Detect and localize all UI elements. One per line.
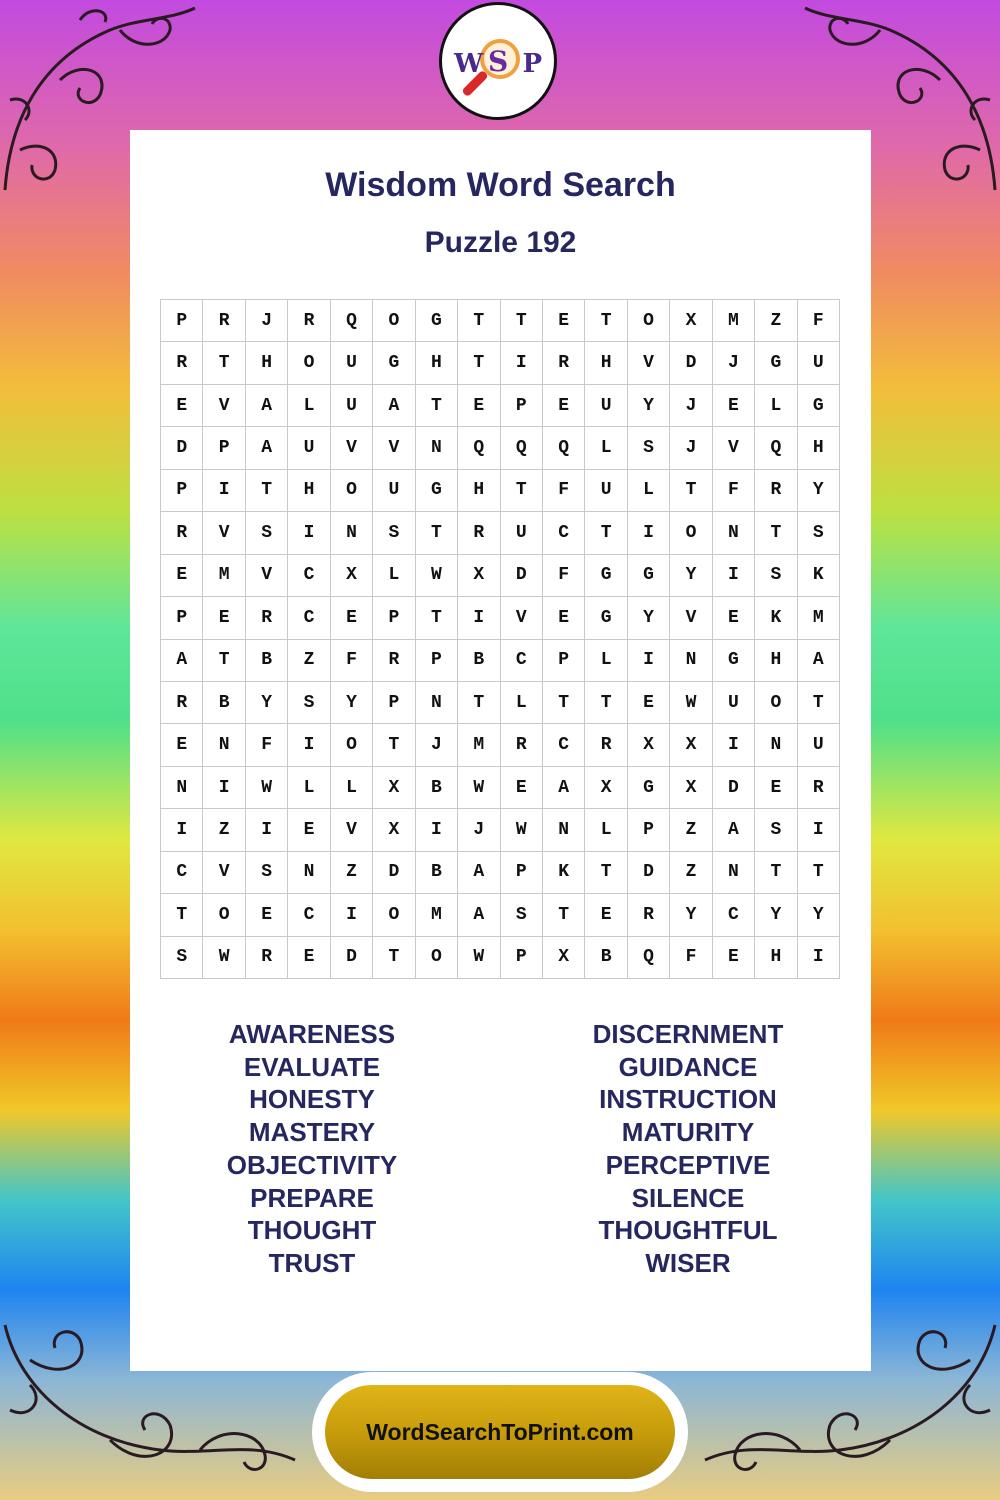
grid-cell[interactable]: I	[288, 724, 330, 766]
grid-cell[interactable]: H	[585, 342, 627, 384]
puzzle-number: Puzzle 192	[424, 226, 577, 259]
grid-cell[interactable]: Y	[798, 470, 840, 512]
grid-cell[interactable]: I	[798, 937, 840, 979]
grid-cell[interactable]: D	[713, 767, 755, 809]
footer-site-name: WordSearchToPrint.com	[366, 1418, 634, 1445]
grid-cell[interactable]: P	[161, 470, 203, 512]
word-list-item: DISCERNMENT	[592, 1019, 784, 1049]
grid-cell[interactable]: O	[373, 894, 415, 936]
grid-cell[interactable]: D	[628, 852, 670, 894]
grid-cell[interactable]: U	[713, 682, 755, 724]
grid-cell[interactable]: Z	[670, 852, 712, 894]
grid-cell[interactable]: F	[246, 724, 288, 766]
grid-cell[interactable]: O	[416, 937, 458, 979]
grid-cell[interactable]: A	[246, 427, 288, 469]
grid-cell[interactable]: T	[543, 682, 585, 724]
grid-cell[interactable]: B	[585, 937, 627, 979]
grid-cell[interactable]: W	[203, 937, 245, 979]
grid-cell[interactable]: T	[501, 470, 543, 512]
grid-cell[interactable]: F	[713, 470, 755, 512]
word-list-item: THOUGHTFUL	[598, 1215, 778, 1246]
grid-cell[interactable]: I	[501, 342, 543, 384]
grid-cell[interactable]: T	[246, 470, 288, 512]
word-list-item: OBJECTIVITY	[226, 1149, 398, 1180]
grid-cell[interactable]: R	[755, 470, 797, 512]
grid-cell[interactable]: T	[416, 597, 458, 639]
grid-cell[interactable]: I	[288, 512, 330, 554]
grid-cell[interactable]: A	[458, 894, 500, 936]
grid-cell[interactable]: K	[798, 555, 840, 597]
grid-cell[interactable]: B	[246, 640, 288, 682]
grid-cell[interactable]: L	[331, 767, 373, 809]
grid-cell[interactable]: S	[373, 512, 415, 554]
grid-cell[interactable]: G	[416, 300, 458, 342]
grid-cell[interactable]: R	[501, 724, 543, 766]
word-list-item: AWARENESS	[228, 1019, 396, 1049]
grid-cell[interactable]: V	[373, 427, 415, 469]
grid-cell[interactable]: T	[670, 470, 712, 512]
grid-cell[interactable]: I	[161, 809, 203, 851]
grid-cell[interactable]: P	[501, 937, 543, 979]
word-list-item: SILENCE	[631, 1182, 745, 1213]
grid-cell[interactable]: T	[585, 852, 627, 894]
grid-cell[interactable]: Q	[755, 427, 797, 469]
word-list-item: INSTRUCTION	[599, 1084, 777, 1115]
grid-cell[interactable]: T	[755, 852, 797, 894]
grid-cell[interactable]: E	[161, 385, 203, 427]
grid-cell[interactable]: P	[161, 597, 203, 639]
grid-cell[interactable]: N	[416, 427, 458, 469]
grid-cell[interactable]: M	[713, 300, 755, 342]
grid-cell[interactable]: G	[373, 342, 415, 384]
grid-cell[interactable]: B	[203, 682, 245, 724]
grid-cell[interactable]: W	[501, 809, 543, 851]
grid-cell[interactable]: X	[628, 724, 670, 766]
grid-cell[interactable]: M	[416, 894, 458, 936]
grid-cell[interactable]: T	[585, 512, 627, 554]
grid-cell[interactable]: G	[585, 555, 627, 597]
word-list-left	[162, 1018, 462, 1280]
grid-cell[interactable]: Z	[331, 852, 373, 894]
grid-cell[interactable]: F	[543, 555, 585, 597]
grid-cell[interactable]: B	[416, 852, 458, 894]
grid-cell[interactable]: A	[373, 385, 415, 427]
grid-cell[interactable]: C	[161, 852, 203, 894]
grid-cell[interactable]: U	[331, 342, 373, 384]
grid-cell[interactable]: R	[161, 682, 203, 724]
grid-cell[interactable]: E	[755, 767, 797, 809]
grid-cell[interactable]: X	[331, 555, 373, 597]
word-list-item: MASTERY	[248, 1117, 376, 1148]
grid-cell[interactable]: W	[670, 682, 712, 724]
grid-cell[interactable]: D	[670, 342, 712, 384]
grid-cell[interactable]: E	[585, 894, 627, 936]
grid-cell[interactable]: L	[501, 682, 543, 724]
grid-cell[interactable]: T	[585, 682, 627, 724]
grid-cell[interactable]: G	[713, 640, 755, 682]
grid-cell[interactable]: P	[161, 300, 203, 342]
grid-cell[interactable]: V	[713, 427, 755, 469]
word-list-item: MATURITY	[621, 1117, 755, 1148]
grid-cell[interactable]: V	[203, 852, 245, 894]
grid-cell[interactable]: G	[798, 385, 840, 427]
grid-cell[interactable]: X	[373, 809, 415, 851]
grid-cell[interactable]: R	[246, 937, 288, 979]
grid-cell[interactable]: N	[543, 809, 585, 851]
grid-cell[interactable]: R	[288, 300, 330, 342]
grid-cell[interactable]: R	[585, 724, 627, 766]
grid-cell[interactable]: X	[670, 724, 712, 766]
grid-cell[interactable]: Y	[331, 682, 373, 724]
grid-cell[interactable]: R	[628, 894, 670, 936]
grid-cell[interactable]: L	[755, 385, 797, 427]
grid-cell[interactable]: J	[670, 385, 712, 427]
grid-cell[interactable]: N	[713, 852, 755, 894]
grid-cell[interactable]: Y	[628, 597, 670, 639]
grid-cell[interactable]: I	[713, 724, 755, 766]
grid-cell[interactable]: H	[798, 427, 840, 469]
grid-cell[interactable]: G	[416, 470, 458, 512]
grid-cell[interactable]: H	[458, 470, 500, 512]
grid-cell[interactable]: L	[373, 555, 415, 597]
grid-cell[interactable]: J	[458, 809, 500, 851]
grid-cell[interactable]: R	[161, 512, 203, 554]
grid-cell[interactable]: E	[543, 300, 585, 342]
grid-cell[interactable]: P	[416, 640, 458, 682]
word-list-item: WISER	[645, 1247, 731, 1278]
grid-cell[interactable]: T	[161, 894, 203, 936]
grid-cell[interactable]: W	[416, 555, 458, 597]
grid-cell[interactable]: G	[585, 597, 627, 639]
letter-grid	[160, 299, 840, 979]
grid-cell[interactable]: V	[246, 555, 288, 597]
grid-cell[interactable]: V	[203, 512, 245, 554]
grid-cell[interactable]: S	[288, 682, 330, 724]
grid-cell[interactable]: C	[501, 640, 543, 682]
grid-cell[interactable]: K	[543, 852, 585, 894]
grid-cell[interactable]: T	[416, 385, 458, 427]
word-list-item: HONESTY	[249, 1084, 375, 1115]
grid-cell[interactable]: E	[288, 937, 330, 979]
grid-cell[interactable]: E	[628, 682, 670, 724]
grid-cell[interactable]: C	[543, 724, 585, 766]
grid-cell[interactable]: P	[203, 427, 245, 469]
grid-cell[interactable]: D	[331, 937, 373, 979]
grid-cell[interactable]: M	[798, 597, 840, 639]
grid-cell[interactable]: I	[416, 809, 458, 851]
grid-cell[interactable]: L	[628, 470, 670, 512]
grid-cell[interactable]: W	[246, 767, 288, 809]
grid-cell[interactable]: M	[203, 555, 245, 597]
grid-cell[interactable]: E	[458, 385, 500, 427]
grid-cell[interactable]: R	[203, 300, 245, 342]
grid-cell[interactable]: S	[755, 555, 797, 597]
grid-cell[interactable]: Q	[331, 300, 373, 342]
grid-cell[interactable]: T	[543, 894, 585, 936]
grid-cell[interactable]: N	[670, 640, 712, 682]
grid-cell[interactable]: E	[713, 937, 755, 979]
grid-cell[interactable]: E	[203, 597, 245, 639]
grid-cell[interactable]: E	[246, 894, 288, 936]
grid-cell[interactable]: H	[755, 937, 797, 979]
grid-cell[interactable]: R	[161, 342, 203, 384]
grid-cell[interactable]: V	[331, 427, 373, 469]
grid-cell[interactable]: Z	[203, 809, 245, 851]
grid-cell[interactable]: V	[501, 597, 543, 639]
grid-cell[interactable]: O	[288, 342, 330, 384]
grid-cell[interactable]: O	[331, 470, 373, 512]
grid-cell[interactable]: U	[501, 512, 543, 554]
grid-cell[interactable]: U	[585, 470, 627, 512]
grid-cell[interactable]: Z	[670, 809, 712, 851]
grid-cell[interactable]: A	[246, 385, 288, 427]
grid-cell[interactable]: S	[246, 852, 288, 894]
grid-cell[interactable]: V	[203, 385, 245, 427]
grid-cell[interactable]: N	[288, 852, 330, 894]
grid-cell[interactable]: L	[585, 809, 627, 851]
grid-cell[interactable]: R	[798, 767, 840, 809]
grid-cell[interactable]: C	[288, 597, 330, 639]
grid-cell[interactable]: Q	[628, 937, 670, 979]
grid-cell[interactable]: P	[628, 809, 670, 851]
logo-letter-s: S	[488, 45, 509, 78]
grid-cell[interactable]: U	[288, 427, 330, 469]
grid-cell[interactable]: R	[543, 342, 585, 384]
grid-cell[interactable]: I	[713, 555, 755, 597]
grid-cell[interactable]: R	[373, 640, 415, 682]
grid-cell[interactable]: N	[713, 512, 755, 554]
grid-cell[interactable]: I	[203, 767, 245, 809]
grid-cell[interactable]: T	[458, 300, 500, 342]
grid-cell[interactable]: E	[713, 385, 755, 427]
puzzle-card	[130, 130, 871, 1371]
grid-cell[interactable]: U	[331, 385, 373, 427]
grid-cell[interactable]: I	[628, 512, 670, 554]
grid-cell[interactable]: C	[288, 894, 330, 936]
grid-cell[interactable]: E	[161, 555, 203, 597]
grid-cell[interactable]: J	[416, 724, 458, 766]
grid-cell[interactable]: G	[755, 342, 797, 384]
grid-cell[interactable]: H	[755, 640, 797, 682]
grid-cell[interactable]: N	[203, 724, 245, 766]
word-list-item: THOUGHT	[247, 1215, 377, 1246]
grid-cell[interactable]: S	[628, 427, 670, 469]
grid-cell[interactable]: D	[161, 427, 203, 469]
grid-cell[interactable]: F	[670, 937, 712, 979]
footer-badge	[312, 1372, 688, 1492]
grid-cell[interactable]: C	[543, 512, 585, 554]
grid-cell[interactable]: S	[161, 937, 203, 979]
grid-cell[interactable]: E	[331, 597, 373, 639]
word-list-right	[538, 1018, 838, 1280]
grid-cell[interactable]: L	[585, 640, 627, 682]
grid-cell[interactable]: Z	[755, 300, 797, 342]
grid-cell[interactable]: V	[331, 809, 373, 851]
grid-cell[interactable]: G	[628, 555, 670, 597]
grid-cell[interactable]: I	[798, 809, 840, 851]
grid-cell[interactable]: W	[458, 937, 500, 979]
grid-cell[interactable]: I	[331, 894, 373, 936]
grid-cell[interactable]: A	[543, 767, 585, 809]
word-list-item: GUIDANCE	[618, 1051, 758, 1082]
grid-cell[interactable]: I	[203, 470, 245, 512]
grid-cell[interactable]: R	[458, 512, 500, 554]
grid-cell[interactable]: G	[628, 767, 670, 809]
grid-cell[interactable]: E	[713, 597, 755, 639]
grid-cell[interactable]: U	[585, 385, 627, 427]
grid-cell[interactable]: E	[288, 809, 330, 851]
grid-cell[interactable]: W	[458, 767, 500, 809]
word-list-item: PREPARE	[250, 1182, 374, 1213]
grid-cell[interactable]: P	[373, 682, 415, 724]
grid-cell[interactable]: O	[331, 724, 373, 766]
grid-cell[interactable]: B	[458, 640, 500, 682]
grid-cell[interactable]: O	[755, 682, 797, 724]
grid-cell[interactable]: E	[543, 385, 585, 427]
grid-cell[interactable]: I	[246, 809, 288, 851]
grid-cell[interactable]: T	[458, 682, 500, 724]
grid-cell[interactable]: Z	[288, 640, 330, 682]
grid-cell[interactable]: N	[416, 682, 458, 724]
grid-cell[interactable]: S	[798, 512, 840, 554]
grid-cell[interactable]: A	[798, 640, 840, 682]
grid-cell[interactable]: X	[543, 937, 585, 979]
grid-cell[interactable]: B	[416, 767, 458, 809]
grid-cell[interactable]: J	[670, 427, 712, 469]
grid-cell[interactable]: V	[628, 342, 670, 384]
logo-letter-w: W	[454, 49, 484, 79]
page-title: Wisdom Word Search	[325, 166, 676, 204]
grid-cell[interactable]: I	[628, 640, 670, 682]
logo-letter-p: P	[522, 49, 542, 79]
grid-cell[interactable]: N	[755, 724, 797, 766]
grid-cell[interactable]: X	[670, 300, 712, 342]
grid-cell[interactable]: Q	[501, 427, 543, 469]
grid-cell[interactable]: F	[798, 300, 840, 342]
grid-cell[interactable]: U	[798, 724, 840, 766]
grid-cell[interactable]: F	[543, 470, 585, 512]
grid-cell[interactable]: T	[798, 682, 840, 724]
grid-cell[interactable]: Y	[670, 555, 712, 597]
grid-cell[interactable]: T	[755, 512, 797, 554]
grid-cell[interactable]: E	[501, 767, 543, 809]
grid-cell[interactable]: T	[798, 852, 840, 894]
grid-cell[interactable]: D	[501, 555, 543, 597]
grid-cell[interactable]: T	[416, 512, 458, 554]
grid-cell[interactable]: N	[331, 512, 373, 554]
grid-cell[interactable]: I	[458, 597, 500, 639]
word-list-item: PERCEPTIVE	[605, 1149, 771, 1180]
grid-cell[interactable]: F	[331, 640, 373, 682]
grid-cell[interactable]: T	[373, 724, 415, 766]
grid-cell[interactable]: T	[203, 640, 245, 682]
grid-cell[interactable]: H	[288, 470, 330, 512]
grid-cell[interactable]: C	[713, 894, 755, 936]
grid-cell[interactable]: Y	[628, 385, 670, 427]
grid-cell[interactable]: X	[458, 555, 500, 597]
grid-cell[interactable]: Y	[246, 682, 288, 724]
grid-cell[interactable]: U	[373, 470, 415, 512]
grid-cell[interactable]: K	[755, 597, 797, 639]
grid-cell[interactable]: U	[798, 342, 840, 384]
grid-cell[interactable]: R	[246, 597, 288, 639]
grid-cell[interactable]: X	[670, 767, 712, 809]
grid-cell[interactable]: Y	[670, 894, 712, 936]
grid-cell[interactable]: S	[501, 894, 543, 936]
grid-cell[interactable]: J	[713, 342, 755, 384]
grid-cell[interactable]: A	[161, 640, 203, 682]
grid-cell[interactable]: Q	[458, 427, 500, 469]
grid-cell[interactable]: T	[458, 342, 500, 384]
grid-cell[interactable]: M	[458, 724, 500, 766]
grid-cell[interactable]: L	[585, 427, 627, 469]
grid-cell[interactable]: L	[288, 767, 330, 809]
footer-link-button[interactable]	[325, 1385, 675, 1479]
grid-cell[interactable]: O	[203, 894, 245, 936]
grid-cell[interactable]: Y	[755, 894, 797, 936]
grid-cell[interactable]: N	[161, 767, 203, 809]
grid-cell[interactable]: C	[288, 555, 330, 597]
grid-cell[interactable]: T	[501, 300, 543, 342]
grid-cell[interactable]: O	[670, 512, 712, 554]
grid-cell[interactable]: O	[628, 300, 670, 342]
grid-cell[interactable]: S	[246, 512, 288, 554]
grid-cell[interactable]: H	[416, 342, 458, 384]
grid-cell[interactable]: T	[373, 937, 415, 979]
grid-cell[interactable]: P	[501, 852, 543, 894]
word-list-item: TRUST	[268, 1247, 356, 1278]
grid-cell[interactable]: T	[585, 300, 627, 342]
grid-cell[interactable]: S	[755, 809, 797, 851]
grid-cell[interactable]: O	[373, 300, 415, 342]
grid-cell[interactable]: E	[543, 597, 585, 639]
grid-cell[interactable]: X	[373, 767, 415, 809]
grid-cell[interactable]: T	[203, 342, 245, 384]
grid-cell[interactable]: P	[501, 385, 543, 427]
grid-cell[interactable]: H	[246, 342, 288, 384]
grid-cell[interactable]: A	[713, 809, 755, 851]
grid-cell[interactable]: V	[670, 597, 712, 639]
grid-cell[interactable]: Y	[798, 894, 840, 936]
grid-cell[interactable]: A	[458, 852, 500, 894]
grid-cell[interactable]: P	[543, 640, 585, 682]
grid-cell[interactable]: Q	[543, 427, 585, 469]
word-list-item: EVALUATE	[243, 1051, 381, 1082]
grid-cell[interactable]: D	[373, 852, 415, 894]
site-logo[interactable]	[439, 2, 557, 120]
grid-cell[interactable]: X	[585, 767, 627, 809]
grid-cell[interactable]: P	[373, 597, 415, 639]
grid-cell[interactable]: J	[246, 300, 288, 342]
grid-cell[interactable]: L	[288, 385, 330, 427]
grid-cell[interactable]: E	[161, 724, 203, 766]
